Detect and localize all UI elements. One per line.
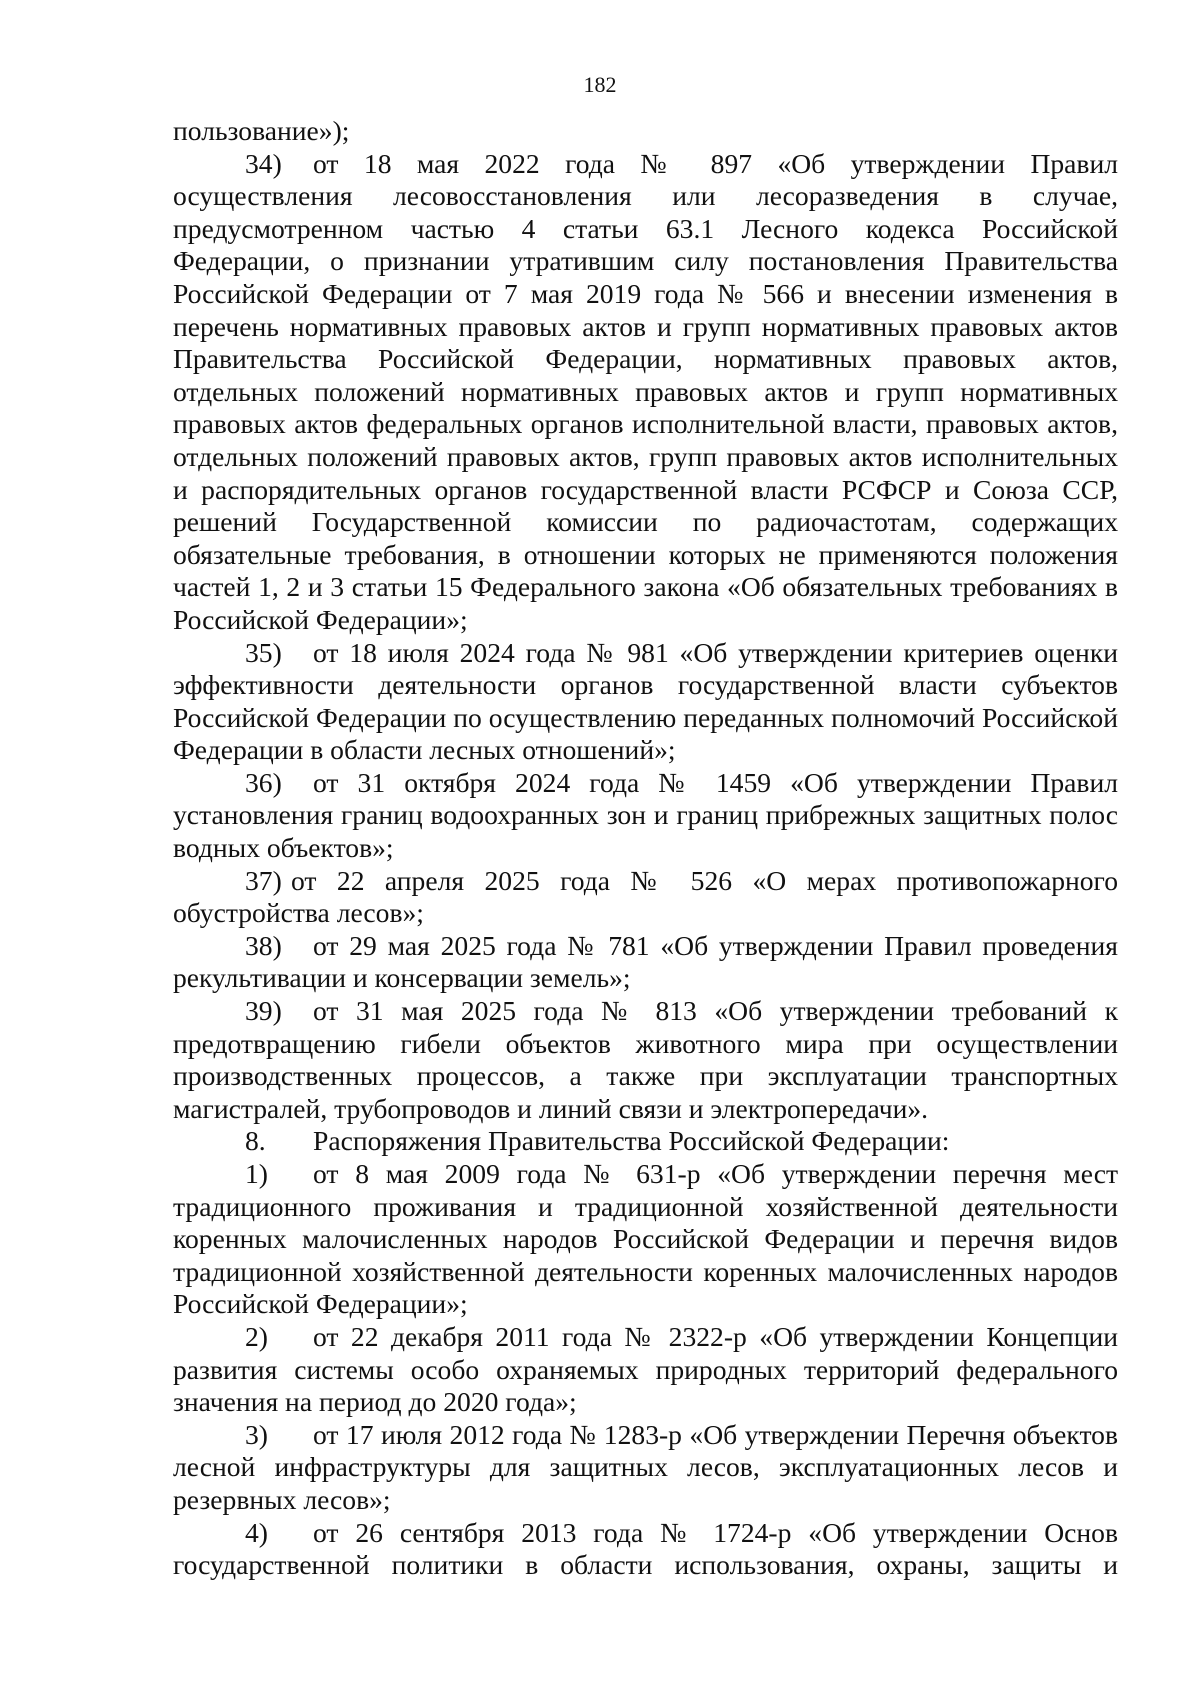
item-number: 35) (245, 636, 282, 668)
item-number: 34) (245, 147, 282, 179)
continuation-paragraph (173, 115, 1118, 148)
item-text: от 8 мая 2009 года № 631-р «Об утверждении перечня мест традиционного проживания и традиционной хозяйственной деятельности коренных малочисленных народов Российской Федерации и перечня видов традиционной хозяйственной деятельности коренных малочисленных народов Российской Федерации»; (173, 1158, 1118, 1320)
item-text: от 18 июля 2024 года № 981 «Об утверждении критериев оценки эффективности деятельности органов государственной власти субъектов Российской Федерации по осуществлению переданных полномочий Российской Федерации в области лесных отношений»; (173, 636, 1118, 766)
item-number: 39) (245, 995, 282, 1027)
list-item-35 (173, 637, 1118, 767)
section-number: 8. (245, 1125, 266, 1157)
section-8-heading (173, 1125, 1118, 1158)
list-item-1 (173, 1158, 1118, 1321)
item-text: от 31 октября 2024 года № 1459 «Об утверждении Правил установления границ водоохранных зон и границ прибрежных защитных полос водных объектов»; (173, 766, 1118, 864)
item-number: 2) (245, 1320, 268, 1352)
item-text: от 18 мая 2022 года № 897 «Об утверждении Правил осуществления лесовосстановления или лесоразведения в случае, предусмотренном частью 4 статьи 63.1 Лесного кодекса Российской Федерации, о признании утратившим силу постановления Правительства Российской Федерации от 7 мая 2019 года № 566 и внесении изменения в перечень нормативных правовых актов и групп нормативных правовых актов Правительства Российской Федерации, нормативных правовых актов, отдельных положений нормативных правовых актов и групп нормативных правовых актов федеральных органов исполнительной власти, правовых актов, отдельных положений правовых актов, групп правовых актов исполнительных и распорядительных органов государственной власти РСФСР и Союза ССР, решений Государственной комиссии по радиочастотам, содержащих обязательные требования, в отношении которых не применяются положения частей 1, 2 и 3 статьи 15 Федерального закона «Об обязательных требованиях в Российской Федерации»; (173, 147, 1118, 635)
list-item-36 (173, 767, 1118, 865)
page-number: 182 (583, 72, 617, 97)
item-number: 4) (245, 1516, 268, 1548)
item-number: 38) (245, 929, 282, 961)
item-text: от 26 сентября 2013 года № 1724-р «Об утверждении Основ государственной политики в области использования, охраны, защиты и (173, 1516, 1118, 1581)
paragraph-text: пользование»); (173, 115, 350, 146)
list-item-2 (173, 1321, 1118, 1419)
list-item-38 (173, 930, 1118, 995)
document-body (173, 115, 1118, 1582)
item-text: от 22 декабря 2011 года № 2322-р «Об утверждении Концепции развития системы особо охраняемых природных территорий федерального значения на период до 2020 года»; (173, 1320, 1118, 1418)
list-item-4 (173, 1517, 1118, 1582)
section-title: Распоряжения Правительства Российской Федерации: (313, 1125, 950, 1157)
item-text: от 22 апреля 2025 года № 526 «О мерах противопожарного обустройства лесов»; (173, 864, 1118, 929)
list-item-34 (173, 148, 1118, 637)
item-text: от 31 мая 2025 года № 813 «Об утверждении требований к предотвращению гибели объектов животного мира при осуществлении производственных процессов, а также при эксплуатации транспортных магистралей, трубопроводов и линий связи и электропередачи». (173, 995, 1118, 1124)
item-number: 37) (245, 864, 282, 896)
item-text: от 17 июля 2012 года № 1283-р «Об утверждении Перечня объектов лесной инфраструктуры для защитных лесов, эксплуатационных лесов и резервных лесов»; (173, 1418, 1118, 1515)
item-number: 3) (245, 1418, 268, 1450)
list-item-37 (173, 865, 1118, 930)
list-item-3 (173, 1419, 1118, 1517)
item-text: от 29 мая 2025 года № 781 «Об утверждении Правил проведения рекультивации и консервации земель»; (173, 929, 1118, 994)
item-number: 36) (245, 766, 282, 798)
list-item-39 (173, 995, 1118, 1125)
item-number: 1) (245, 1158, 268, 1189)
